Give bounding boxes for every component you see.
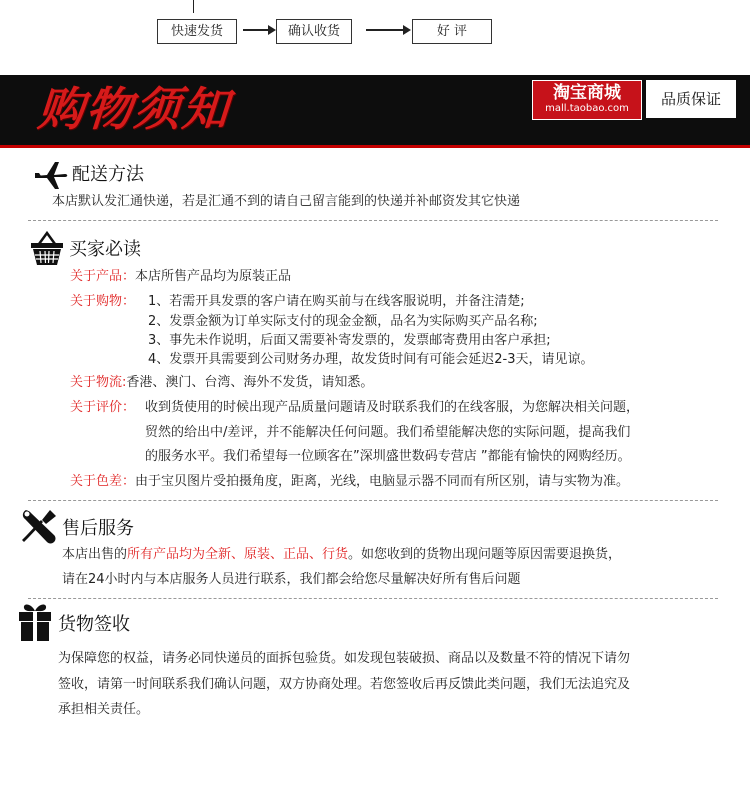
quality-guarantee-badge: 品质保证 [646, 80, 736, 118]
receipt-line: 承担相关责任。 [58, 702, 150, 717]
gift-icon [17, 602, 53, 646]
receipt-title: 货物签收 [58, 614, 130, 635]
color-label: 关于色差： [70, 474, 136, 489]
flow-step-fast-shipping: 快速发货 [157, 19, 237, 44]
flow-step-confirm-receipt: 确认收货 [276, 19, 352, 44]
delivery-text: 本店默认发汇通快递，若是汇通不到的请自己留言能到的快递并补邮资发其它快递 [52, 194, 521, 209]
after-sales-prefix: 本店出售的 [62, 547, 128, 562]
flow-step-good-review: 好 评 [412, 19, 492, 44]
after-sales-highlight: 所有产品均为全新、原装、正品、行货 [127, 547, 349, 562]
section-divider [28, 500, 718, 501]
after-sales-title: 售后服务 [62, 518, 134, 539]
review-line: 的服务水平。我们希望每一位顾客在”深圳盛世数码专营店 ”都能有愉快的网购经历。 [145, 449, 631, 464]
section-divider [28, 220, 718, 221]
delivery-title: 配送方法 [72, 164, 144, 185]
banner-title: 购物须知 [36, 82, 232, 136]
airplane-icon [33, 160, 69, 194]
receipt-line: 签收，请第一时间联系我们确认问题，双方协商处理。若您签收后再反馈此类问题，我们无法追究及 [58, 677, 631, 692]
review-line: 收到货使用的时候出现产品质量问题请及时联系我们的在线客服，为您解决相关问题， [145, 400, 640, 415]
flow-arrow-1 [243, 29, 269, 31]
review-line: 贸然的给出中/差评，并不能解决任何问题。我们希望能解决您的实际问题，提高我们 [145, 425, 631, 440]
color-note [70, 472, 629, 492]
basket-icon [30, 231, 64, 271]
flow-connector-line [193, 0, 194, 13]
tmall-logo [532, 80, 642, 120]
flow-arrow-2 [366, 29, 404, 31]
product-label: 关于产品： [70, 269, 136, 284]
logistics-note [70, 373, 373, 393]
tools-icon [20, 508, 58, 550]
product-text: 本店所售产品均为原装正品 [135, 269, 292, 284]
color-text: 由于宝贝图片受拍摄角度，距离，光线，电脑显示器不同而有所区别，请与实物为准。 [135, 474, 630, 489]
after-sales-line-1 [62, 545, 621, 565]
purchase-label: 关于购物： [70, 294, 136, 309]
logistics-text: 香港、澳门、台湾、海外不发货，请知悉。 [126, 375, 374, 390]
purchase-item: 4、发票开具需要到公司财务办理，故发货时间有可能会延迟2-3天，请见谅。 [148, 352, 594, 367]
review-label: 关于评价： [70, 400, 136, 415]
after-sales-line-2: 请在24小时内与本店服务人员进行联系，我们都会给您尽量解决好所有售后问题 [62, 572, 521, 587]
purchase-item: 2、发票金额为订单实际支付的现金金额，品名为实际购买产品名称; [148, 314, 538, 329]
buyer-title: 买家必读 [69, 239, 141, 260]
purchase-item: 1、若需开具发票的客户请在购买前与在线客服说明，并备注清楚; [148, 294, 525, 309]
banner-accent-line [0, 145, 750, 148]
logistics-label: 关于物流: [70, 375, 127, 390]
receipt-line: 为保障您的权益，请务必同快递员的面拆包验货。如发现包装破损、商品以及数量不符的情况下请勿 [58, 651, 631, 666]
purchase-item: 3、事先未作说明，后面又需要补寄发票的，发票邮寄费用由客户承担; [148, 333, 551, 348]
after-sales-suffix: 。如您收到的货物出现问题等原因需要退换货， [348, 547, 622, 562]
section-divider [28, 598, 718, 599]
product-note [70, 267, 291, 287]
tmall-logo-cn: 淘宝商城 [553, 83, 621, 103]
tmall-logo-en: mall.taobao.com [545, 103, 629, 114]
